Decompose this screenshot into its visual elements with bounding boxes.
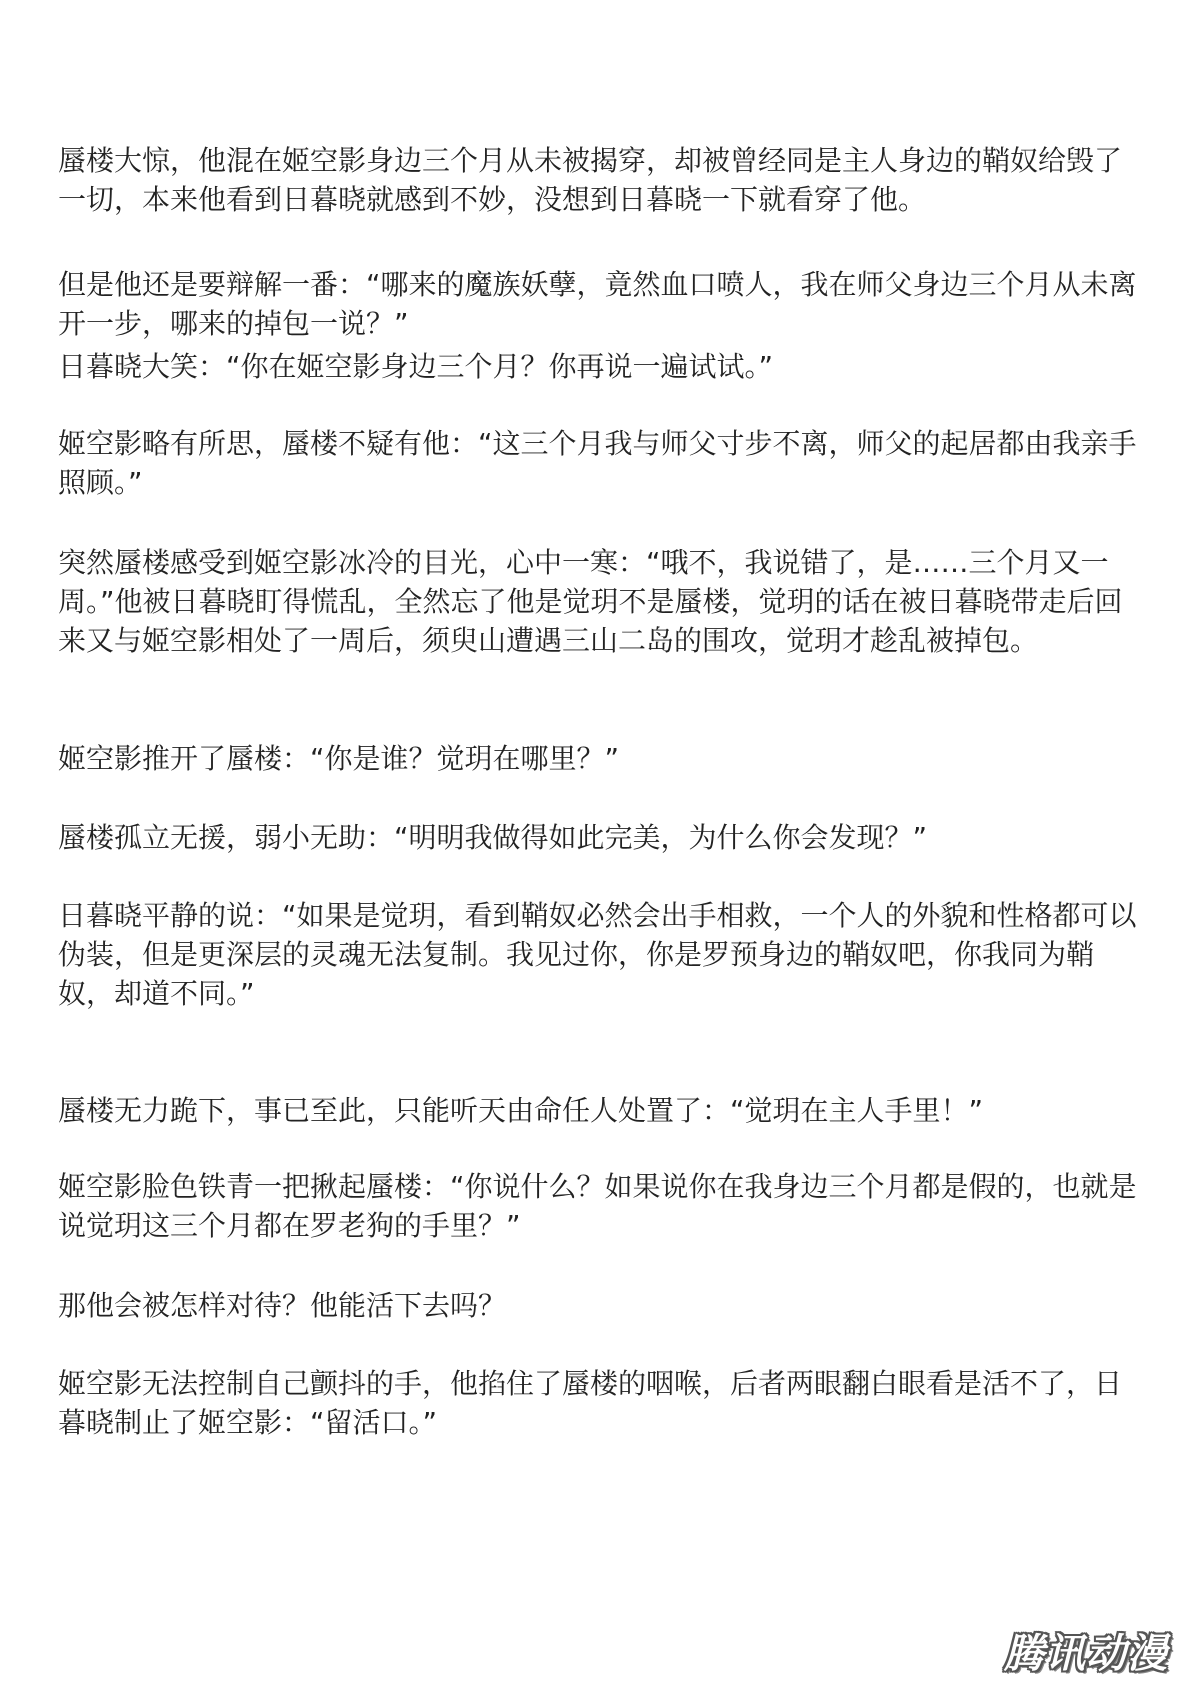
paragraph-6: 姬空影推开了蜃楼：“你是谁？觉玥在哪里？”: [58, 742, 620, 775]
paragraph-5: 突然蜃楼感受到姬空影冰冷的目光，心中一寒：“哦不，我说错了，是……三个月又一周。”他被日暮晓盯得慌乱，全然忘了他是觉玥不是蜃楼，觉玥的话在被日暮晓带走后回来又与姬空影相处了一周后，须臾山遭遇三山二岛的围攻，觉玥才趁乱被掉包。: [58, 546, 1123, 657]
publisher-watermark-logo: [996, 1624, 1176, 1676]
paragraph-3: 日暮晓大笑：“你在姬空影身边三个月？你再说一遍试试。”: [58, 350, 774, 383]
text-page: [58, 0, 1148, 1698]
paragraph-7: 蜃楼孤立无援，弱小无助：“明明我做得如此完美，为什么你会发现？”: [58, 821, 928, 854]
paragraph-9: 蜃楼无力跪下，事已至此，只能听天由命任人处置了：“觉玥在主人手里！”: [58, 1094, 984, 1127]
paragraph-2: 但是他还是要辩解一番：“哪来的魔族妖孽，竟然血口喷人，我在师父身边三个月从未离开一步，哪来的掉包一说？”: [58, 268, 1137, 340]
watermark-text: 腾讯动漫: [1004, 1630, 1168, 1677]
paragraph-11: 那他会被怎样对待？他能活下去吗？: [58, 1289, 507, 1322]
paragraph-8: 日暮晓平静的说：“如果是觉玥，看到鞘奴必然会出手相救，一个人的外貌和性格都可以伪装，但是更深层的灵魂无法复制。我见过你，你是罗预身边的鞘奴吧，你我同为鞘奴，却道不同。”: [58, 899, 1137, 1010]
paragraph-12: 姬空影无法控制自己颤抖的手，他掐住了蜃楼的咽喉，后者两眼翻白眼看是活不了，日暮晓制止了姬空影：“留活口。”: [58, 1367, 1123, 1439]
paragraph-4: 姬空影略有所思，蜃楼不疑有他：“这三个月我与师父寸步不离，师父的起居都由我亲手照顾。”: [58, 427, 1137, 499]
paragraph-1: 蜃楼大惊，他混在姬空影身边三个月从未被揭穿，却被曾经同是主人身边的鞘奴给毁了一切，本来他看到日暮晓就感到不妙，没想到日暮晓一下就看穿了他。: [58, 144, 1123, 216]
paragraph-10: 姬空影脸色铁青一把揪起蜃楼：“你说什么？如果说你在我身边三个月都是假的，也就是说觉玥这三个月都在罗老狗的手里？”: [58, 1170, 1137, 1242]
